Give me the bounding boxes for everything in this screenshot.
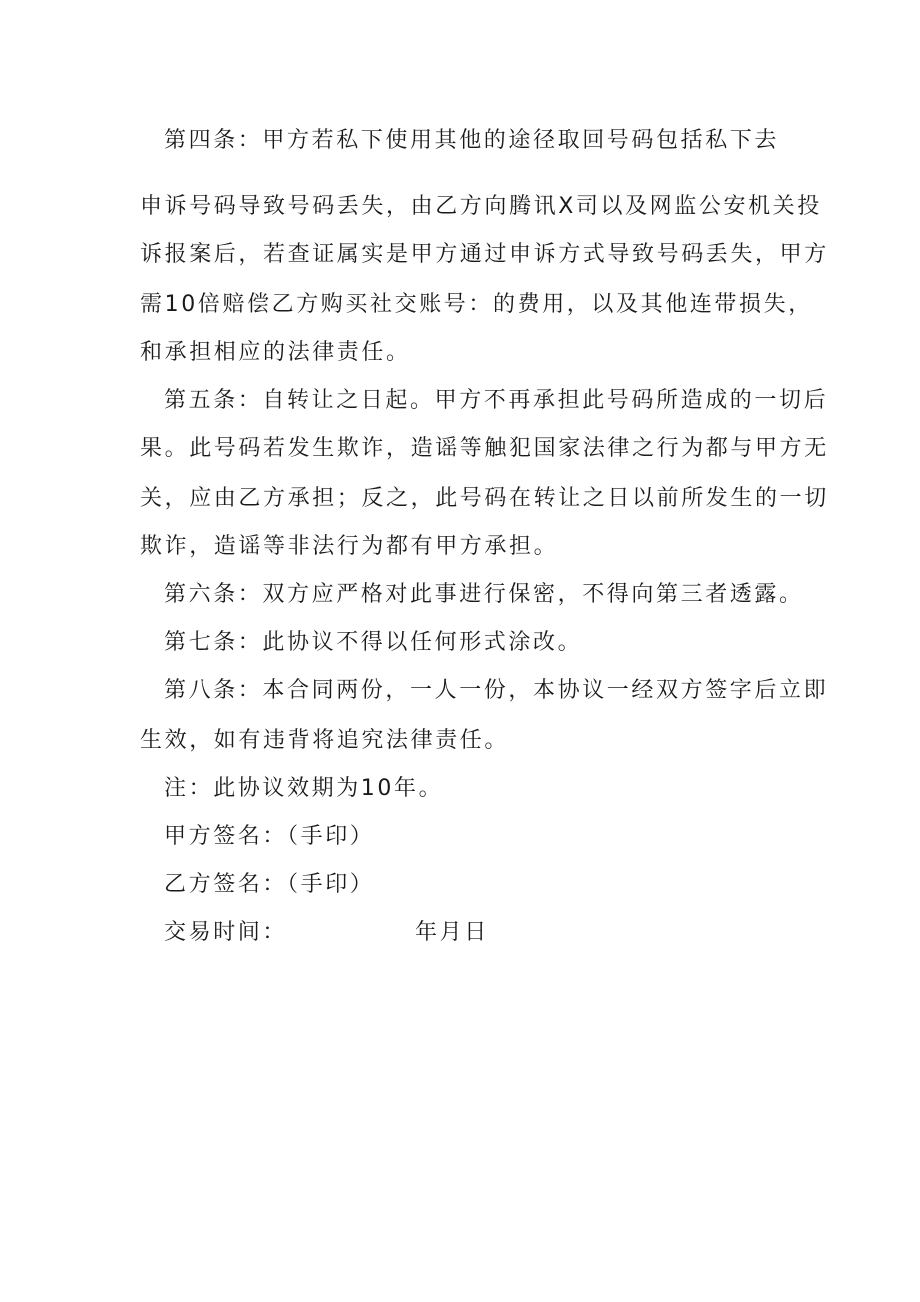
article-6: 第六条：双方应严格对此事进行保密，不得向第三者透露。 bbox=[164, 582, 804, 607]
article-5-line-4: 欺诈，造谣等非法行为都有甲方承担。 bbox=[140, 534, 559, 559]
article-7: 第七条：此协议不得以任何形式涂改。 bbox=[164, 630, 583, 655]
party-a-signature: 甲方签名：（手印） bbox=[164, 824, 375, 849]
transaction-time-row bbox=[164, 918, 489, 948]
article-8-line-2: 生效，如有违背将追究法律责任。 bbox=[140, 728, 510, 753]
article-4-line-5: 和承担相应的法律责任。 bbox=[140, 340, 411, 365]
article-8-line-1: 第八条：本合同两份，一人一份，本协议一经双方签字后立即 bbox=[164, 678, 829, 703]
validity-note: 注：此协议效期为10年。 bbox=[164, 776, 444, 801]
transaction-date: 年月日 bbox=[415, 920, 489, 945]
article-5-line-2: 果。此号码若发生欺诈，造谣等触犯国家法律之行为都与甲方无 bbox=[140, 436, 829, 461]
article-4-line-4: 需10倍赔偿乙方购买社交账号：的费用，以及其他连带损失， bbox=[140, 292, 813, 317]
party-b-signature: 乙方签名：（手印） bbox=[164, 872, 375, 897]
article-5-line-3: 关，应由乙方承担；反之，此号码在转让之日以前所发生的一切 bbox=[140, 486, 829, 511]
article-5-line-1: 第五条：自转让之日起。甲方不再承担此号码所造成的一切后 bbox=[164, 388, 829, 413]
article-4-line-2: 申诉号码导致号码丢失，由乙方向腾讯X司以及网监公安机关投 bbox=[140, 194, 822, 219]
transaction-time-label: 交易时间： bbox=[164, 920, 288, 945]
article-4-line-3: 诉报案后，若查证属实是甲方通过申诉方式导致号码丢失，甲方 bbox=[140, 242, 829, 267]
article-4-line-1: 第四条：甲方若私下使用其他的途径取回号码包括私下去 bbox=[164, 128, 780, 153]
